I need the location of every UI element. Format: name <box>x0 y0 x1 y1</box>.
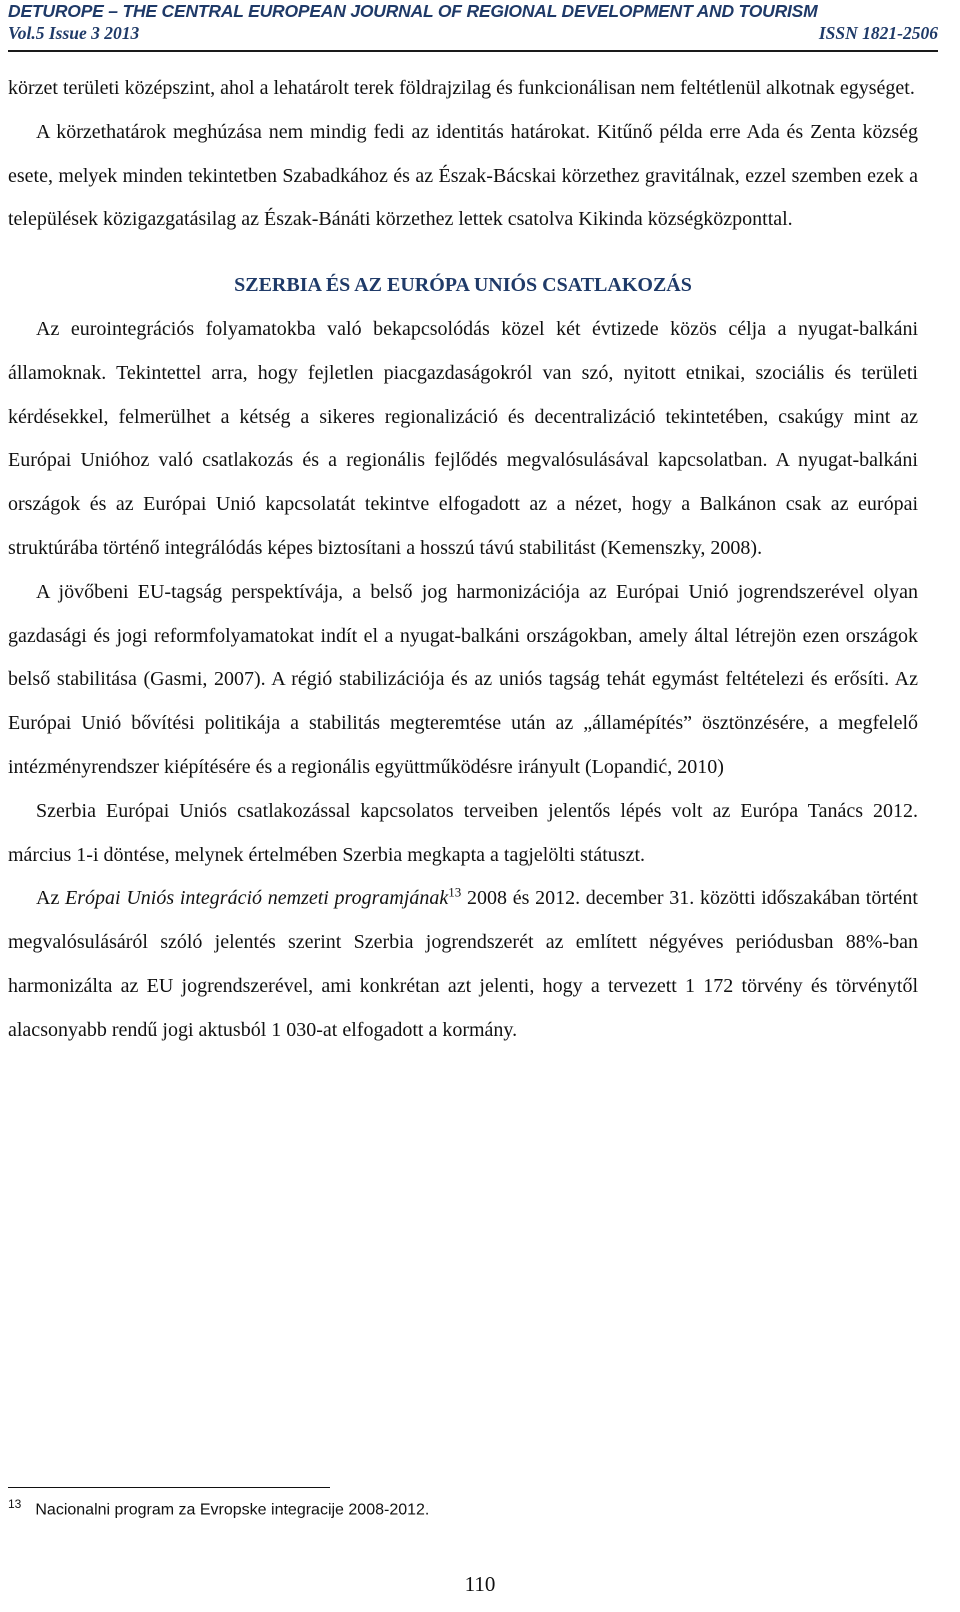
issn: ISSN 1821-2506 <box>818 23 938 43</box>
footnote <box>8 1497 429 1519</box>
journal-issue-line <box>8 23 938 44</box>
paragraph-5: Szerbia Európai Uniós csatlakozással kapcsolatos terveiben jelentős lépés volt az Európa Tanács 2012. március 1-i döntése, melynek értelmében Szerbia megkapta a tagjelölti státuszt. <box>8 799 918 866</box>
paragraph-2: A körzethatárok meghúzása nem mindig fedi az identitás határokat. Kitűnő példa erre Ada és Zenta község esete, melyek minden tekintetben Szabadkához és az Észak-Bácskai körzethez gravitálnak, ezzel szemben ezek a települések közigazgatásilag az Észak-Bánáti körzethez lettek csatolva Kikinda községközponttal. <box>8 120 918 231</box>
footnote-reference[interactable]: 13 <box>448 884 462 900</box>
footnote-text: Nacionalni program za Evropske integracije 2008-2012. <box>35 1501 430 1519</box>
journal-header <box>8 0 938 52</box>
program-title: Erópai Uniós integráció nemzeti programjának <box>65 887 449 910</box>
section-heading: SZERBIA ÉS AZ EURÓPA UNIÓS CSATLAKOZÁS <box>234 274 692 297</box>
footnote-divider <box>8 1487 330 1488</box>
paragraph-3: Az eurointegrációs folyamatokba való bekapcsolódás közel két évtizede közös célja a nyugat-balkáni államoknak. Tekintettel arra, hogy fejletlen piacgazdaságokról van szó, nyitott etnikai, szociális és területi kérdésekkel, felmerülhet a kétség a sikeres regionalizáció és decentralizáció tekintetében, csakúgy mint az Európai Unióhoz való csatlakozás és a regionális fejlődés megvalósulásával kapcsolatban. A nyugat-balkáni országok és az Európai Unió kapcsolatát tekintve elfogadott az a nézet, hogy a Balkánon csak az európai struktúrába történő integrálódás képes biztosítani a hosszú távú stabilitást (Kemenszky, 2008). <box>8 317 918 559</box>
paragraph-6-rest: 2008 és 2012. december 31. közötti időszakában történt megvalósulásáról szóló jelentés szerint Szerbia jogrendszerét az említett négyéves periódusban 88%-ban harmonizálta az EU jogrendszerével, ami konkrétan azt jelenti, hogy a tervezett 1 172 törvény és törvénytől alacsonyabb rendű jogi aktusból 1 030-at elfogadott a kormány. <box>8 887 918 1041</box>
paragraph-6-start: Az <box>36 887 60 910</box>
paragraph-1: körzet területi középszint, ahol a lehatárolt terek földrajzilag és funkcionálisan nem feltétlenül alkotnak egységet. <box>8 77 915 99</box>
page-number: 110 <box>464 1572 496 1596</box>
paragraph-4: A jövőbeni EU-tagság perspektívája, a belső jog harmonizációja az Európai Unió jogrendszerével olyan gazdasági és jogi reformfolyamatokat indít el a nyugat-balkáni országokban, amely által létrejön ezen országok belső stabilitása (Gasmi, 2007). A régió stabilizációja és az uniós tagság tehát egymást feltételezi és erősíti. Az Európai Unió bővítési politikája a stabilitás megteremtése után az „államépítés” ösztönzésére, a megfelelő intézményrendszer kiépítésére és a regionális együttműködésre irányult (Lopandić, 2010) <box>8 580 918 778</box>
paragraph-6 <box>8 877 918 1052</box>
article-body <box>8 67 918 1053</box>
journal-title: DETUROPE – THE CENTRAL EUROPEAN JOURNAL OF REGIONAL DEVELOPMENT AND TOURISM <box>8 1 818 21</box>
footnote-mark: 13 <box>8 1497 22 1511</box>
volume-issue: Vol.5 Issue 3 2013 <box>8 23 140 43</box>
